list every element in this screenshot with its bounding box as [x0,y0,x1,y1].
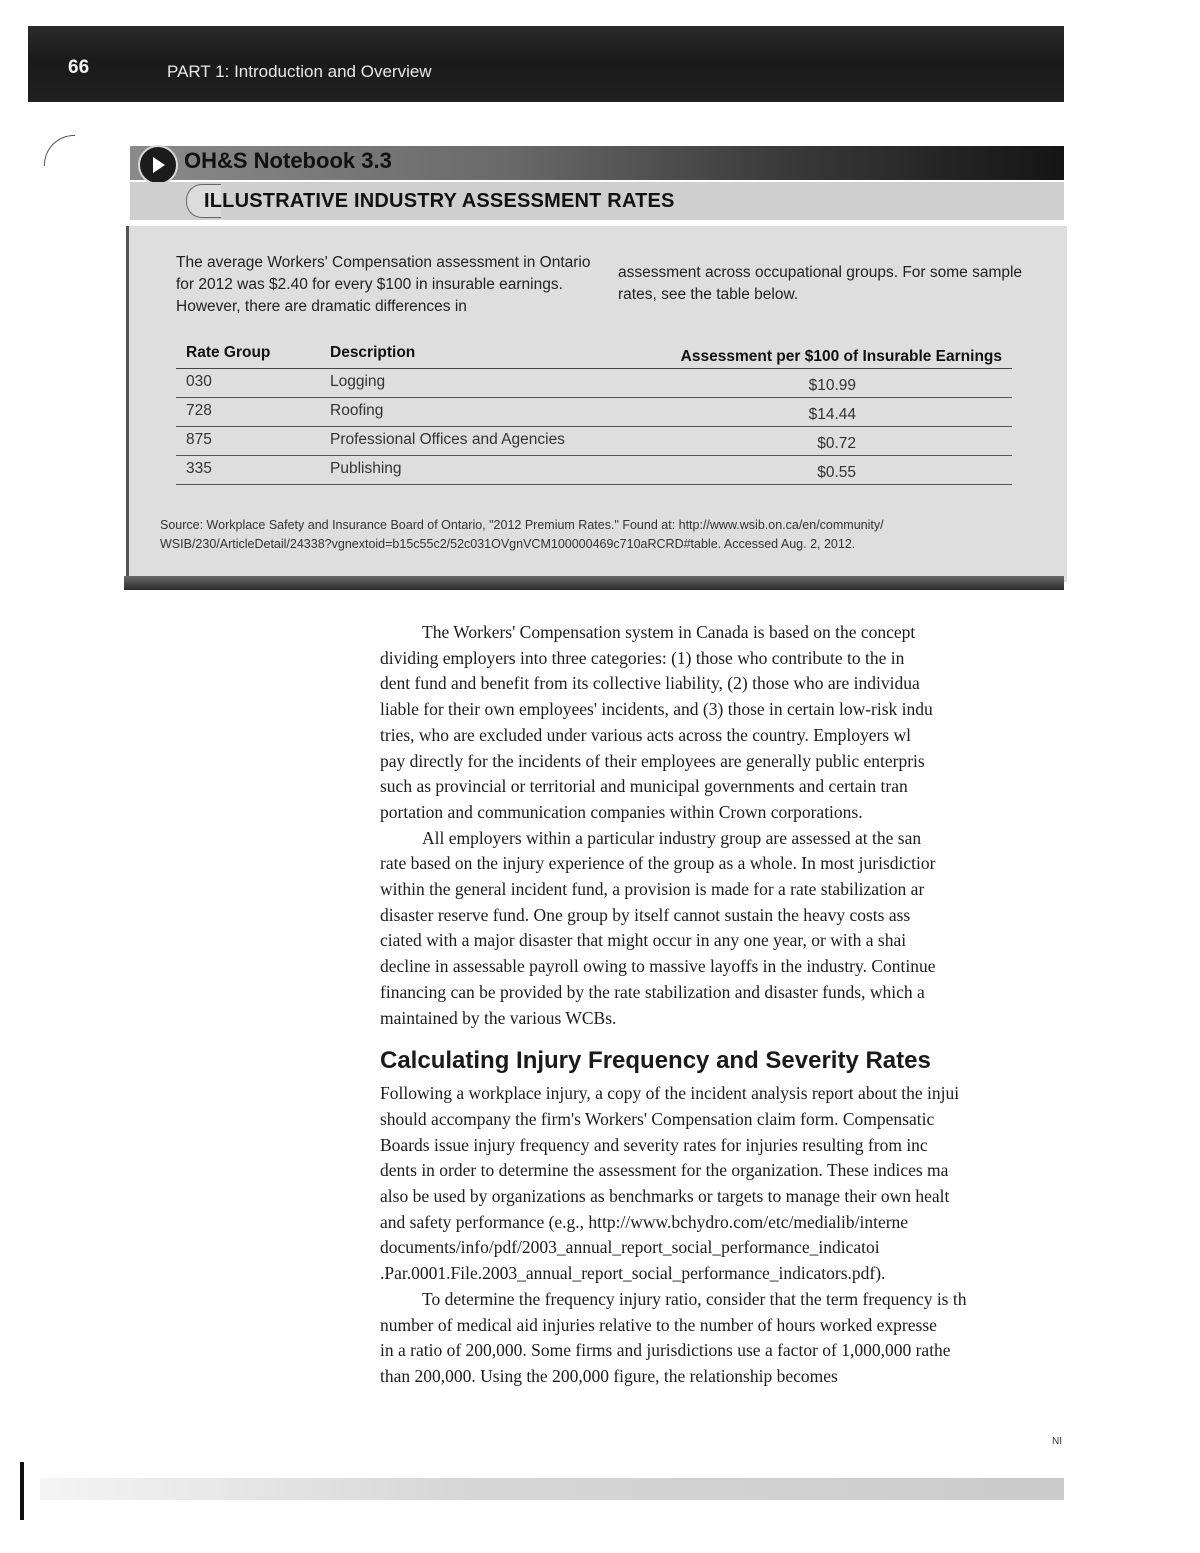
description-cell: Logging [330,373,386,390]
paragraph-frequency-ratio [380,1287,1064,1390]
assessment-rates-table [176,340,1012,485]
page-number: 66 [68,57,90,78]
notebook-intro-left: The average Workers' Compensation assessment in Ontario for 2012 was $2.40 for every $100 in insurable earnings. However, there are dramatic differences in [176,254,591,315]
text-line: dividing employers into three categories: (1) those who contribute to the in [380,647,905,668]
text-line: rate based on the injury experience of the group as a whole. In most jurisdictior [380,853,936,874]
text-line: such as provincial or territorial and municipal governments and certain tran [380,776,908,797]
notebook-subtitle: ILLUSTRATIVE INDUSTRY ASSESSMENT RATES [204,190,675,212]
text-line: disaster reserve fund. One group by itself cannot sustain the heavy costs ass [380,904,911,925]
assessment-cell: $0.55 [817,464,856,481]
text-line: Following a workplace injury, a copy of the incident analysis report about the injui [380,1083,960,1104]
part-title: PART 1: Introduction and Overview [167,62,432,81]
assessment-cell: $14.44 [808,406,856,423]
header-rate-group: Rate Group [186,344,271,361]
notebook-intro-right: assessment across occupational groups. For some sample rates, see the table below. [618,264,1023,303]
table-row [176,427,1012,456]
rate-group-cell: 030 [186,373,212,390]
table-header-row [176,340,1012,369]
rate-group-cell: 335 [186,460,212,477]
paragraph-workplace-injury [380,1081,1064,1287]
table-row [176,456,1012,485]
description-cell: Roofing [330,402,384,419]
text-line: maintained by the various WCBs. [380,1007,617,1028]
corner-mark-decoration [44,135,75,166]
description-cell: Professional Offices and Agencies [330,431,565,448]
notebook-source [160,516,1060,554]
notebook-bottom-bar [124,576,1064,590]
text-line: dent fund and benefit from its collective liability, (2) those who are individua [380,673,920,694]
source-line: Source: Workplace Safety and Insurance Board of Ontario, "2012 Premium Rates." Found at: http://www.wsib.on.ca/en/community/ [160,518,884,532]
text-line: .Par.0001.File.2003_annual_report_social_performance_indicators.pdf). [380,1263,886,1284]
text-line: pay directly for the incidents of their employees are generally public enterpris [380,750,925,771]
text-line: The Workers' Compensation system in Canada is based on the concept [422,622,916,642]
notebook-title: OH&S Notebook 3.3 [184,148,392,173]
rate-group-cell: 875 [186,431,212,448]
oh-s-notebook-box [124,130,1064,600]
text-line: should accompany the firm's Workers' Compensation claim form. Compensatic [380,1108,935,1129]
text-line: documents/info/pdf/2003_annual_report_social_performance_indicatoi [380,1237,880,1258]
text-line: Boards issue injury frequency and severity rates for injuries resulting from inc [380,1134,928,1155]
scan-edge-mark [20,1462,24,1520]
assessment-cell: $0.72 [817,435,856,452]
scan-bottom-shading [40,1478,1064,1500]
text-line: decline in assessable payroll owing to massive layoffs in the industry. Continue [380,956,936,977]
corner-label: NI [1052,1436,1062,1447]
paragraph-industry-group [380,826,1064,1032]
header-assessment: Assessment per $100 of Insurable Earnings [680,348,1002,365]
header-description: Description [330,344,416,361]
text-line: number of medical aid injuries relative to the number of hours worked expresse [380,1314,937,1335]
description-cell: Publishing [330,460,402,477]
text-line: also be used by organizations as benchmarks or targets to manage their own healt [380,1186,950,1207]
source-line: WSIB/230/ArticleDetail/24338?vgnextoid=b15c55c2/52c031OVgnVCM100000469c710aRCRD#table. Accessed Aug. 2, 2012. [160,537,856,551]
text-line: tries, who are excluded under various acts across the country. Employers wl [380,724,911,745]
text-line: than 200,000. Using the 200,000 figure, the relationship becomes [380,1365,838,1386]
paragraph-workers-compensation [380,620,1064,826]
text-line: To determine the frequency injury ratio, consider that the term frequency is th [422,1288,967,1309]
text-line: dents in order to determine the assessment for the organization. These indices ma [380,1160,949,1181]
play-icon [138,145,178,185]
text-line: within the general incident fund, a provision is made for a rate stabilization ar [380,879,925,900]
text-line: liable for their own employees' incidents, and (3) those in certain low-risk indu [380,699,933,720]
main-body-text [380,620,1064,1390]
section-heading: Calculating Injury Frequency and Severity Rates [380,1047,931,1075]
text-line: financing can be provided by the rate stabilization and disaster funds, which a [380,981,925,1002]
text-line: All employers within a particular industry group are assessed at the san [422,827,922,848]
rate-group-cell: 728 [186,402,212,419]
text-line: portation and communication companies within Crown corporations. [380,801,863,822]
text-line: and safety performance (e.g., http://www.bchydro.com/etc/medialib/interne [380,1211,909,1232]
text-line: in a ratio of 200,000. Some firms and jurisdictions use a factor of 1,000,000 rathe [380,1340,951,1361]
table-row [176,369,1012,398]
text-line: ciated with a major disaster that might occur in any one year, or with a shai [380,930,907,951]
table-row [176,398,1012,427]
assessment-cell: $10.99 [808,377,856,394]
